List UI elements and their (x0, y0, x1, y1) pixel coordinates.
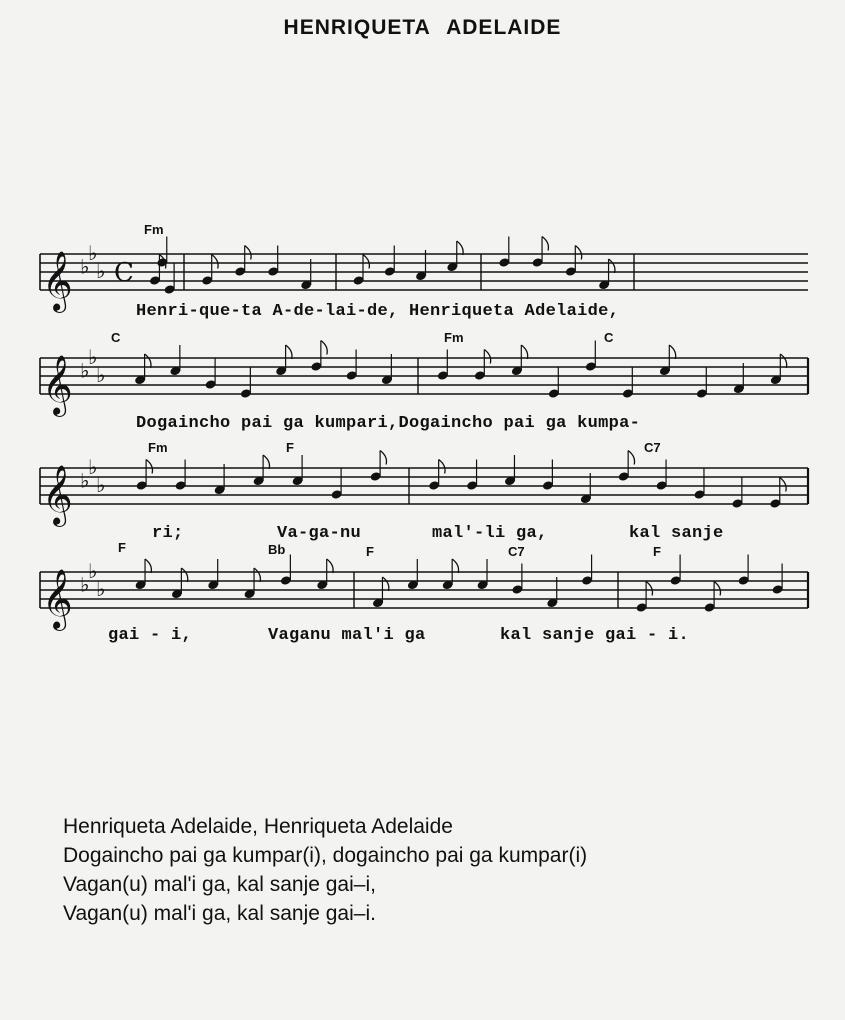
note-flag (363, 255, 369, 269)
note-flag (646, 582, 652, 596)
song-title: HENRIQUETA ADELAIDE (283, 16, 562, 39)
music-staff (36, 344, 816, 424)
treble-clef-icon: 𝄞 (42, 465, 73, 525)
flat-icon: ♭ (80, 358, 90, 383)
flat-icon: ♭ (80, 572, 90, 597)
flat-icon: ♭ (88, 345, 98, 369)
flat-icon: ♭ (88, 241, 98, 265)
lyric-segment: gai - i, (108, 626, 193, 645)
note-flag (145, 354, 151, 368)
staff-system-2 (36, 330, 816, 440)
chord-symbol: F (366, 544, 374, 559)
note-flag (780, 354, 786, 368)
flat-icon: ♭ (88, 559, 98, 583)
lyric-segment: mal'-li ga, (432, 524, 548, 543)
music-staff (36, 454, 816, 534)
lyric-segment: kal sanje gai - i. (500, 626, 690, 645)
verse-line: Vagan(u) mal'i ga, kal sanje gai–i, (63, 873, 376, 896)
verse-line: Henriqueta Adelaide, Henriqueta Adelaide (63, 815, 453, 838)
note-flag (457, 241, 463, 255)
staff-system-3 (36, 440, 816, 550)
lyric-segment: kal sanje (629, 524, 724, 543)
chord-symbol: F (653, 544, 661, 559)
note-flag (380, 451, 386, 465)
chord-symbol: F (118, 540, 126, 555)
note-flag (146, 460, 152, 474)
note-flag (628, 451, 634, 465)
chord-symbol: Fm (144, 222, 164, 237)
chord-symbol: Bb (268, 542, 286, 557)
note-flag (780, 478, 786, 492)
chord-symbol: C (111, 330, 121, 345)
treble-clef-icon: 𝄞 (42, 355, 73, 415)
note-flag (327, 559, 333, 573)
note-flag (521, 345, 527, 359)
flat-icon: ♭ (80, 468, 90, 493)
flat-icon: ♭ (96, 577, 106, 601)
staff-system-1 (36, 222, 816, 332)
lyric-segment: Va-ga-nu (277, 524, 362, 543)
note-flag (212, 255, 218, 269)
note-flag (145, 559, 151, 573)
verse-line: Vagan(u) mal'i ga, kal sanje gai–i. (63, 902, 376, 925)
note-flag (669, 345, 675, 359)
note-flag (382, 577, 388, 591)
lyric-line: Dogaincho pai ga kumpari,Dogaincho pai ga kumpa- (136, 414, 641, 433)
flat-icon: ♭ (96, 259, 106, 283)
flat-icon: ♭ (88, 455, 98, 479)
note-flag (484, 350, 490, 364)
chord-symbol: C (604, 330, 614, 345)
flat-icon: ♭ (96, 473, 106, 497)
staff-system-4 (36, 540, 816, 650)
chord-symbol: Fm (148, 440, 168, 455)
flat-icon: ♭ (80, 254, 90, 279)
common-time-icon: C (114, 258, 134, 288)
lyric-segment: Vaganu mal'i ga (268, 626, 426, 645)
note-flag (575, 246, 581, 260)
lyric-line: Henri-que-ta A-de-lai-de, Henriqueta Adelaide, (136, 302, 620, 321)
note-flag (286, 345, 292, 359)
note-flag (542, 237, 548, 251)
note-flag (609, 259, 615, 273)
note-flag (181, 568, 187, 582)
lyric-segment: ri; (152, 524, 184, 543)
verse-line: Dogaincho pai ga kumpar(i), dogaincho pai ga kumpar(i) (63, 844, 588, 867)
flat-icon: ♭ (96, 363, 106, 387)
chord-symbol: C7 (644, 440, 661, 455)
lyrics-verse (63, 812, 587, 928)
note-flag (254, 568, 260, 582)
note-flag (263, 455, 269, 469)
treble-clef-icon: 𝄞 (42, 251, 73, 311)
note-flag (439, 460, 445, 474)
chord-symbol: C7 (508, 544, 525, 559)
treble-clef-icon: 𝄞 (42, 569, 73, 629)
note-flag (714, 582, 720, 596)
chord-symbol: Fm (444, 330, 464, 345)
note-flag (245, 246, 251, 260)
chord-symbol: F (286, 440, 294, 455)
note-flag (452, 559, 458, 573)
note-flag (321, 341, 327, 355)
